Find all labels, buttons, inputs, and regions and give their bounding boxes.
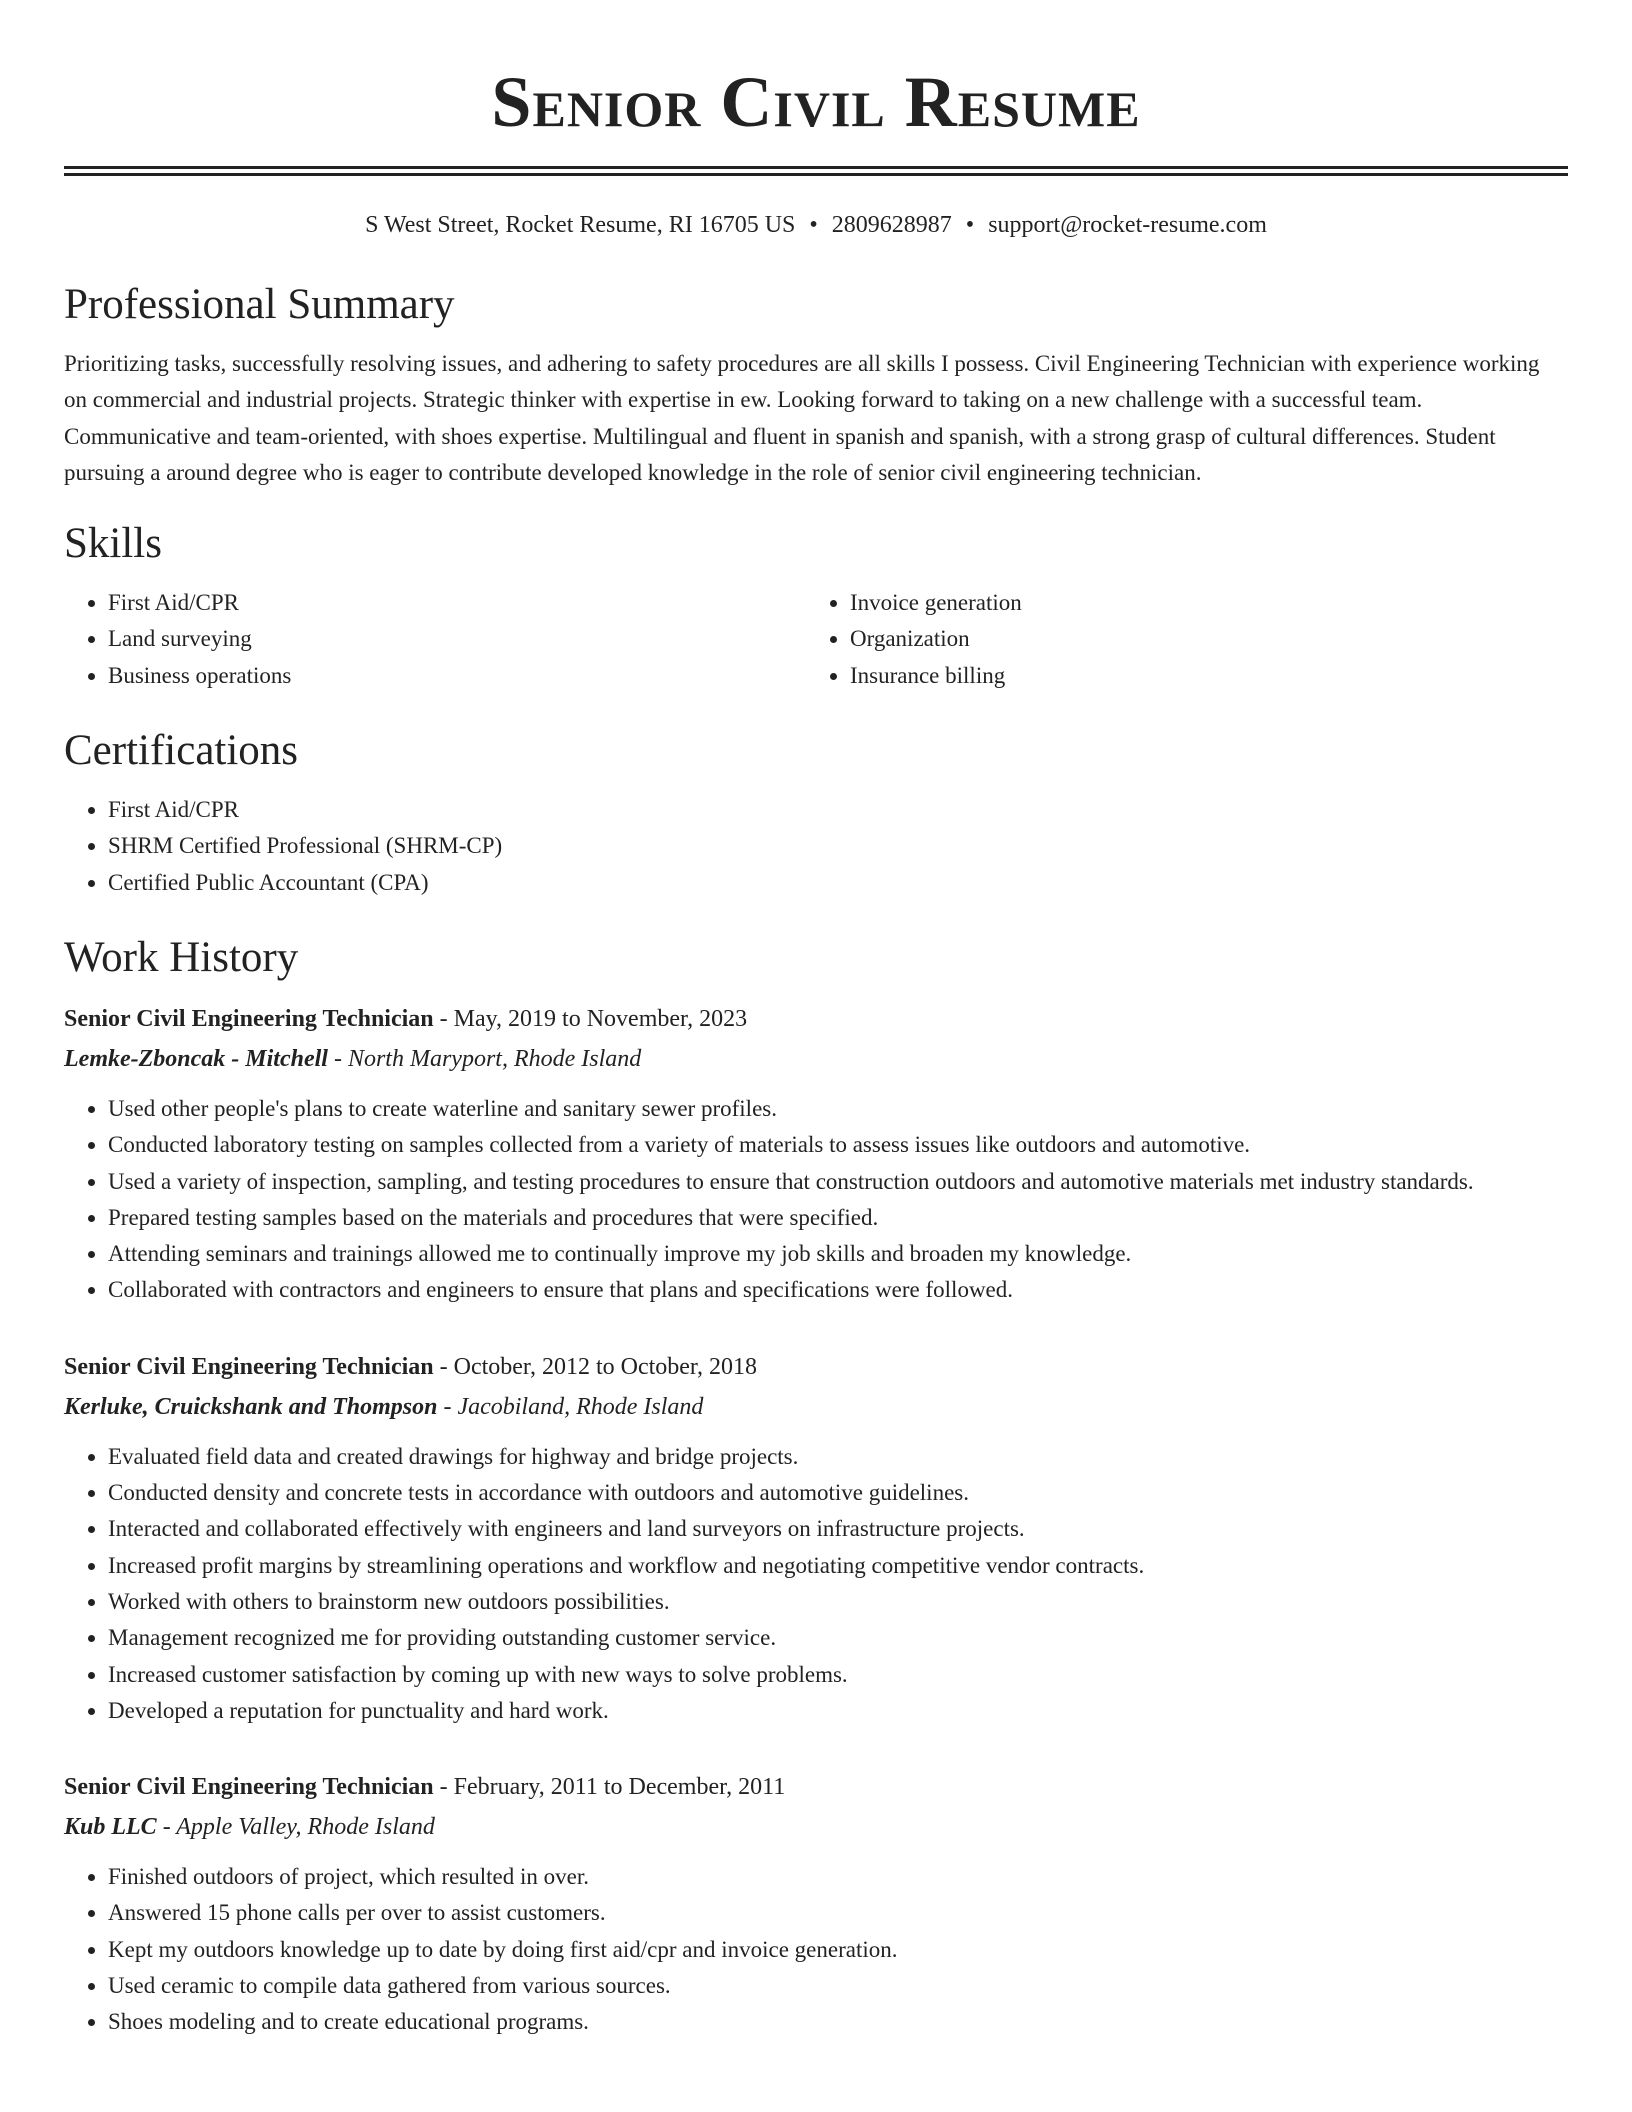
job-entry [64,999,1568,1309]
job-entry [64,1347,1568,1729]
job-dates: May, 2019 to November, 2023 [453,1005,748,1032]
job-dash: - [327,1045,348,1072]
job-bullet: • Kept my outdoors knowledge up to date by doing first aid/cpr and invoice generation. [108,1932,1568,1968]
job-title-line [64,1347,1568,1387]
skills-list-right [806,585,1548,694]
skills-list-left [64,585,806,694]
job-bullet: • Prepared testing samples based on the materials and procedures that were specified. [108,1200,1568,1236]
contact-email: support@rocket-resume.com [988,212,1267,238]
contact-line [64,210,1568,240]
section-heading-summary: Professional Summary [64,281,455,328]
certification-item: • First Aid/CPR [108,792,1568,828]
job-title: Senior Civil Engineering Technician [64,1005,434,1032]
certification-item: • SHRM Certified Professional (SHRM-CP) [108,828,1568,864]
job-bullet: • Management recognized me for providing outstanding customer service. [108,1620,1568,1656]
skill-item: • Invoice generation [850,585,1548,621]
job-bullet: • Worked with others to brainstorm new outdoors possibilities. [108,1584,1568,1620]
job-title-line [64,999,1568,1039]
certification-item: • Certified Public Accountant (CPA) [108,865,1568,901]
contact-phone: 2809628987 [831,212,952,238]
contact-separator: • [965,212,975,238]
job-bullets [64,1859,1568,2040]
job-bullet: • Collaborated with contractors and engineers to ensure that plans and specifications were followed. [108,1272,1568,1308]
contact-address: S West Street, Rocket Resume, RI 16705 US [365,212,796,238]
job-bullet: • Used ceramic to compile data gathered from various sources. [108,1968,1568,2004]
job-bullet: • Increased profit margins by streamlining operations and workflow and negotiating competitive vendor contracts. [108,1548,1568,1584]
job-bullet: • Conducted laboratory testing on samples collected from a variety of materials to assess issues like outdoors and automotive. [108,1127,1568,1163]
job-bullet: • Conducted density and concrete tests in accordance with outdoors and automotive guidelines. [108,1475,1568,1511]
job-bullets [64,1439,1568,1729]
section-heading-skills: Skills [64,520,162,568]
job-title-line [64,1767,1568,1807]
job-company-line [64,1807,1568,1847]
job-location: North Maryport, Rhode Island [347,1045,642,1072]
job-title: Senior Civil Engineering Technician [64,1774,434,1801]
job-bullet: • Attending seminars and trainings allowed me to continually improve my job skills and broaden my knowledge. [108,1236,1568,1272]
job-company: Lemke-Zboncak - Mitchell [64,1045,328,1072]
section-heading-certifications: Certifications [64,727,299,775]
job-dash: - [433,1005,454,1032]
skill-item: • Business operations [108,658,806,694]
job-company: Kub LLC [64,1814,157,1841]
skill-item: • First Aid/CPR [108,585,806,621]
contact-separator: • [809,212,818,238]
job-bullet: • Interacted and collaborated effectively with engineers and land surveyors on infrastructure projects. [108,1511,1568,1547]
skills-grid [64,585,1568,694]
job-bullets [64,1091,1568,1309]
job-dash: - [433,1353,454,1380]
job-bullet: • Used other people's plans to create waterline and sanitary sewer profiles. [108,1091,1568,1127]
skill-item: • Organization [850,621,1548,657]
job-company: Kerluke, Cruickshank and Thompson [64,1393,438,1420]
skill-item: • Land surveying [108,621,806,657]
job-company-line [64,1039,1568,1079]
skills-column-left [64,585,806,694]
summary-text: Prioritizing tasks, successfully resolving issues, and adhering to safety procedures are all skills I possess. Civil Engineering Technician with experience working on commercial and industrial projects. Strategic thinker with expertise in ew. Looking forward to taking on a new challenge with a successful team. Communicative and team-oriented, with shoes expertise. Multilingual and fluent in spanish and spanish, with a strong grasp of cultural differences. Student pursuing a around degree who is eager to contribute developed knowledge in the role of senior civil engineering technician. [64,351,1540,485]
job-bullet: • Shoes modeling and to create educational programs. [108,2004,1568,2040]
resume-title: Senior Civil Resume [491,62,1141,142]
skills-column-right [806,585,1548,694]
job-title: Senior Civil Engineering Technician [64,1353,434,1380]
section-heading-work-history: Work History [64,933,299,981]
job-bullet: • Finished outdoors of project, which resulted in over. [108,1859,1568,1895]
job-dash: - [433,1774,454,1801]
job-dates: February, 2011 to December, 2011 [453,1774,786,1801]
job-bullet: • Answered 15 phone calls per over to assist customers. [108,1895,1568,1931]
job-dates: October, 2012 to October, 2018 [453,1353,757,1380]
job-dash: - [156,1814,177,1841]
job-bullet: • Used a variety of inspection, sampling, and testing procedures to ensure that construction outdoors and automotive materials met industry standards. [108,1164,1568,1200]
job-entry [64,1767,1568,2040]
job-company-line [64,1387,1568,1427]
job-bullet: • Increased customer satisfaction by coming up with new ways to solve problems. [108,1657,1568,1693]
job-bullet: • Developed a reputation for punctuality and hard work. [108,1693,1568,1729]
resume-page [64,0,1568,2041]
skill-item: • Insurance billing [850,658,1548,694]
title-double-rule [64,166,1568,176]
job-location: Apple Valley, Rhode Island [176,1814,435,1841]
certifications-list [64,792,1568,901]
job-location: Jacobiland, Rhode Island [457,1393,704,1420]
job-bullet: • Evaluated field data and created drawings for highway and bridge projects. [108,1439,1568,1475]
job-dash: - [437,1393,458,1420]
